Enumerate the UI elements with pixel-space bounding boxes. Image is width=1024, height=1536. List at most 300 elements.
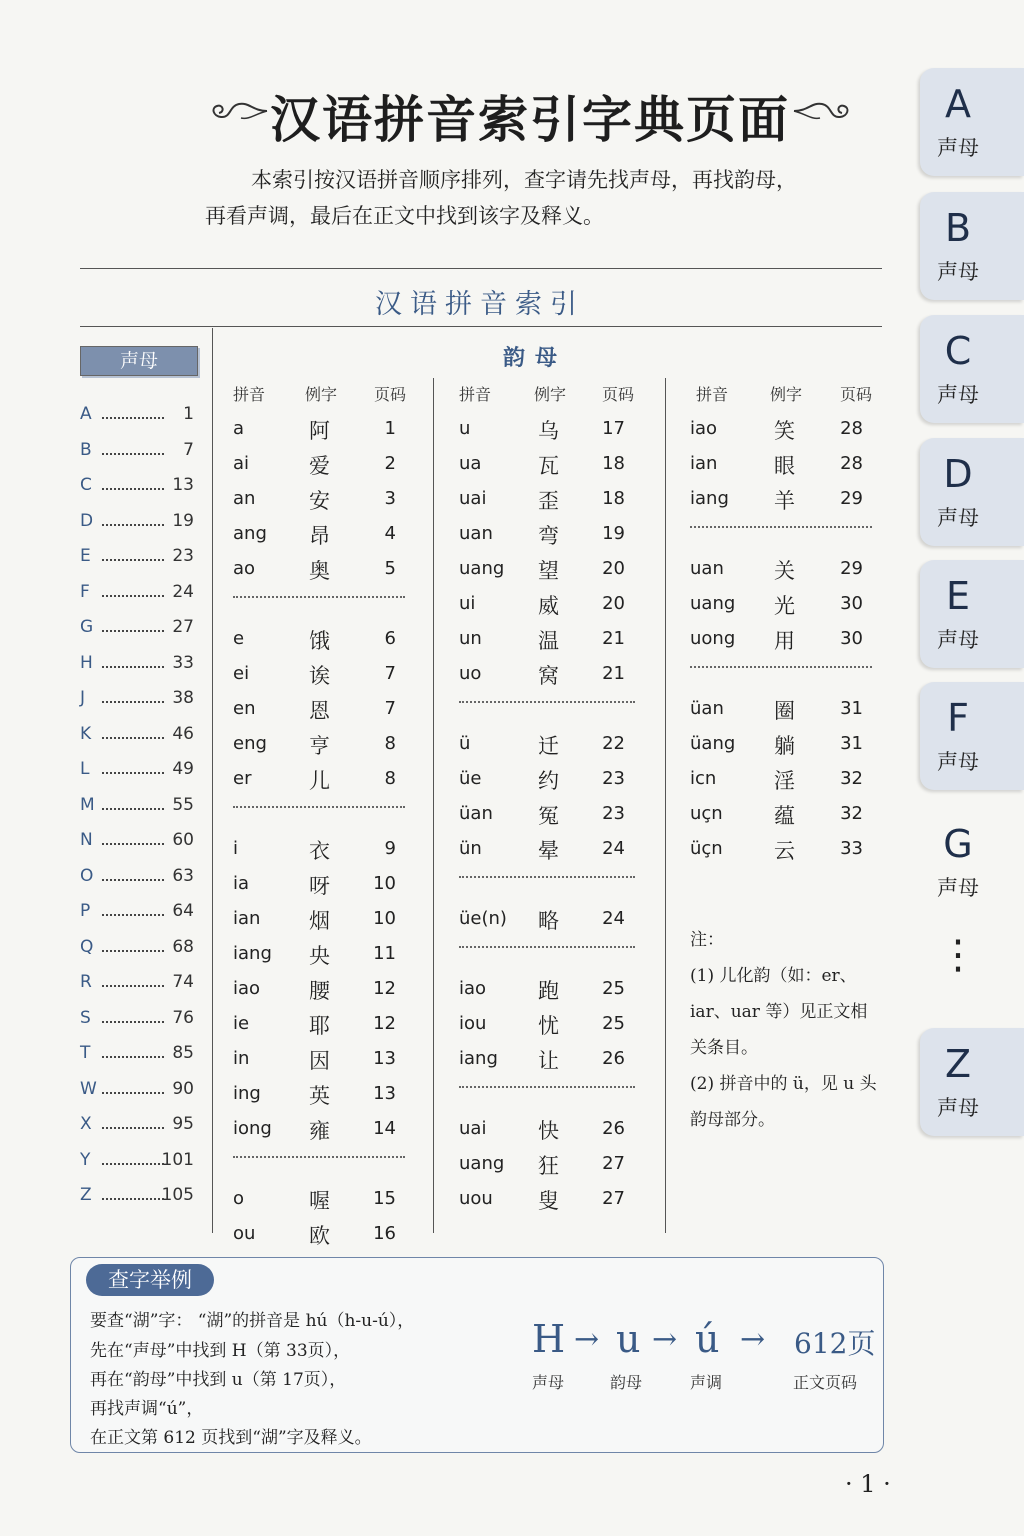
initial-letter: T: [80, 1043, 91, 1063]
dot-leader: [102, 914, 164, 916]
final-pinyin: iao: [459, 978, 487, 999]
initial-page: 95: [172, 1114, 194, 1134]
final-row: [233, 1118, 406, 1152]
final-pinyin: ün: [459, 838, 482, 859]
column-header: 页码: [602, 385, 635, 404]
final-row: [233, 908, 406, 942]
section-divider: [80, 326, 882, 327]
final-pinyin: ie: [233, 1013, 250, 1034]
dot-leader: [102, 524, 164, 526]
dot-leader: [102, 559, 164, 561]
initial-row: [80, 578, 194, 608]
tab-letter: A: [945, 82, 971, 126]
initial-page: 38: [172, 688, 194, 708]
initial-page: 60: [172, 830, 194, 850]
final-pinyin: iang: [690, 488, 729, 509]
final-page: 30: [840, 593, 863, 614]
initial-row: [80, 862, 194, 892]
tab-e[interactable]: [920, 560, 1024, 668]
initial-row: [80, 968, 194, 998]
final-pinyin: üang: [690, 733, 736, 754]
final-page: 20: [602, 558, 625, 579]
initial-letter: W: [80, 1078, 97, 1099]
final-row: [459, 838, 635, 872]
final-pinyin: uan: [690, 558, 724, 579]
final-row: [233, 558, 406, 592]
final-example-char: 昂: [309, 524, 330, 548]
final-example-char: 关: [774, 559, 795, 583]
final-page: 13: [373, 1048, 396, 1069]
final-row: [690, 838, 873, 872]
tab-letter: F: [947, 696, 969, 740]
final-page: 14: [373, 1118, 396, 1139]
final-row: [459, 1048, 635, 1082]
final-example-char: 晕: [538, 839, 559, 863]
final-page: 7: [384, 698, 396, 719]
example-badge: 查字举例: [86, 1264, 214, 1296]
final-row: [233, 943, 406, 977]
final-page: 24: [602, 908, 625, 929]
final-example-char: 忧: [538, 1014, 559, 1038]
final-page: 15: [373, 1188, 396, 1209]
final-row: [233, 1223, 406, 1257]
final-page: 2: [384, 453, 396, 474]
flow-label: 正文页码: [793, 1373, 858, 1392]
initial-row: [80, 755, 194, 785]
final-page: 3: [384, 488, 396, 509]
note-line: 关条目。: [690, 1038, 758, 1058]
final-pinyin: üan: [459, 803, 493, 824]
initial-page: 23: [172, 546, 194, 566]
final-row: [459, 663, 635, 697]
example-line: 先在“声母”中找到 H（第 33页），: [90, 1341, 351, 1361]
final-pinyin: uang: [459, 558, 505, 579]
final-page: 7: [384, 663, 396, 684]
initial-row: [80, 826, 194, 856]
final-pinyin: üe: [459, 768, 482, 789]
final-row: [690, 768, 873, 802]
final-row: [459, 418, 635, 452]
final-page: 8: [384, 733, 396, 754]
initial-page: 55: [172, 794, 194, 815]
final-page: 9: [384, 838, 396, 859]
finals-header: 韵母: [502, 346, 567, 371]
column-header: 拼音: [459, 385, 492, 404]
initial-letter: M: [80, 794, 95, 815]
dot-leader: [102, 1198, 164, 1200]
tab-sublabel: 声母: [937, 1096, 979, 1120]
flow-initial: H: [532, 1317, 566, 1361]
final-pinyin: ü: [459, 733, 471, 754]
final-pinyin: an: [233, 488, 256, 509]
final-pinyin: in: [233, 1048, 250, 1069]
final-example-char: 云: [774, 839, 795, 863]
final-page: 32: [840, 803, 863, 824]
final-page: 26: [602, 1118, 625, 1139]
dot-leader: [102, 950, 164, 952]
tab-b[interactable]: [920, 192, 1024, 300]
initial-page: 19: [172, 510, 194, 531]
final-pinyin: iang: [459, 1048, 498, 1069]
tab-sublabel: 声母: [937, 506, 979, 530]
final-example-char: 光: [774, 594, 795, 618]
final-row: [690, 803, 873, 837]
final-pinyin: ao: [233, 558, 256, 579]
final-example-char: 亨: [309, 734, 330, 758]
tab-sublabel: 声母: [937, 383, 979, 407]
final-page: 32: [840, 768, 863, 789]
column-header: 拼音: [696, 385, 729, 404]
final-pinyin: iong: [233, 1118, 272, 1139]
initial-page: 24: [172, 581, 194, 602]
final-page: 22: [602, 733, 625, 754]
initial-row: [80, 1039, 194, 1069]
final-example-char: 窝: [538, 664, 559, 688]
final-pinyin: o: [233, 1188, 245, 1209]
initial-page: 85: [172, 1043, 194, 1063]
initial-page: 13: [172, 475, 194, 495]
column-header: 例字: [770, 385, 803, 404]
final-page: 12: [373, 1013, 396, 1034]
final-example-char: 因: [309, 1049, 330, 1073]
dot-leader: [102, 666, 164, 668]
final-row: [233, 978, 406, 1012]
tab-g[interactable]: [920, 808, 1024, 916]
final-page: 8: [384, 768, 396, 789]
final-example-char: 央: [309, 944, 330, 968]
final-example-char: 略: [538, 909, 559, 933]
column-header: 例字: [305, 385, 338, 404]
final-example-char: 雍: [309, 1119, 330, 1143]
final-pinyin: ian: [233, 908, 261, 929]
example-line: 再在“韵母”中找到 u（第 17页），: [90, 1370, 347, 1390]
final-page: 4: [384, 523, 396, 544]
page-number: · 1 ·: [845, 1470, 891, 1498]
initial-page: 49: [172, 759, 194, 779]
initial-letter: C: [80, 475, 92, 495]
final-row: [233, 418, 406, 452]
group-separator: [690, 526, 872, 528]
final-row: [233, 663, 406, 697]
final-page: 13: [373, 1083, 396, 1104]
final-pinyin: uai: [459, 488, 487, 509]
more-tabs-icon: ⋮: [938, 932, 978, 978]
initial-page: 64: [172, 901, 194, 921]
final-example-char: 跑: [538, 979, 559, 1003]
final-page: 25: [602, 1013, 625, 1034]
final-example-char: 叟: [538, 1189, 559, 1213]
dot-leader: [102, 1163, 164, 1165]
final-example-char: 笑: [774, 419, 795, 443]
right-swirl-ornament: [792, 96, 856, 126]
final-example-char: 奥: [309, 559, 330, 583]
final-page: 10: [373, 873, 396, 894]
final-pinyin: ou: [233, 1223, 256, 1244]
final-row: [459, 908, 635, 942]
final-row: [690, 453, 873, 487]
initial-letter: R: [80, 972, 92, 992]
initial-letter: B: [80, 439, 92, 460]
final-page: 18: [602, 488, 625, 509]
initial-row: [80, 542, 194, 572]
initial-row: [80, 791, 194, 821]
group-separator: [459, 1086, 635, 1088]
final-page: 10: [373, 908, 396, 929]
tab-d[interactable]: [920, 438, 1024, 546]
initial-letter: A: [80, 404, 92, 424]
dot-leader: [102, 1056, 164, 1058]
arrow-icon: →: [574, 1322, 600, 1357]
final-example-char: 瓦: [538, 454, 559, 478]
dot-leader: [102, 737, 164, 739]
final-pinyin: uou: [459, 1188, 493, 1209]
final-example-char: 烟: [309, 909, 330, 933]
final-page: 21: [602, 628, 625, 649]
final-page: 12: [373, 978, 396, 999]
initial-letter: Q: [80, 936, 94, 957]
dot-leader: [102, 417, 164, 419]
tab-sublabel: 声母: [937, 136, 979, 160]
flow-label: 韵母: [610, 1373, 643, 1392]
final-pinyin: u: [459, 418, 471, 439]
initial-row: [80, 613, 194, 643]
final-example-char: 约: [538, 769, 559, 793]
final-pinyin: iao: [233, 978, 261, 999]
final-example-char: 冤: [538, 804, 559, 828]
tab-f[interactable]: [920, 682, 1024, 790]
initial-row: [80, 1146, 194, 1176]
final-page: 31: [840, 733, 863, 754]
final-example-char: 弯: [538, 524, 559, 548]
flow-page: 612页: [794, 1327, 876, 1360]
intro-line-2: 再看声调，最后在正文中找到该字及释义。: [205, 204, 604, 228]
final-row: [459, 523, 635, 557]
initial-letter: F: [80, 581, 90, 602]
dot-leader: [102, 1021, 164, 1023]
final-row: [233, 523, 406, 557]
note-line: (1) 儿化韵（如：er、: [690, 966, 857, 986]
flow-label: 声调: [690, 1373, 723, 1392]
final-example-char: 用: [774, 629, 795, 653]
example-line: 在正文第 612 页找到“湖”字及释义。: [90, 1428, 372, 1448]
initial-row: [80, 1181, 194, 1211]
final-page: 6: [384, 628, 396, 649]
final-example-char: 诶: [309, 664, 330, 688]
final-row: [459, 1118, 635, 1152]
final-page: 29: [840, 488, 863, 509]
final-pinyin: ui: [459, 593, 476, 614]
final-pinyin: ia: [233, 873, 250, 894]
final-row: [459, 768, 635, 802]
final-pinyin: üan: [690, 698, 724, 719]
dot-leader: [102, 879, 164, 881]
final-pinyin: a: [233, 418, 245, 439]
final-row: [233, 488, 406, 522]
dot-leader: [102, 1092, 164, 1094]
final-page: 28: [840, 453, 863, 474]
final-row: [690, 593, 873, 627]
final-page: 28: [840, 418, 863, 439]
tab-sublabel: 声母: [937, 628, 979, 652]
intro-line-1: 本索引按汉语拼音顺序排列，查字请先找声母，再找韵母，: [251, 168, 797, 192]
tab-sublabel: 声母: [937, 876, 979, 900]
dot-leader: [102, 595, 164, 597]
final-page: 16: [373, 1223, 396, 1244]
tab-a[interactable]: [920, 68, 1024, 176]
final-pinyin: üe(n): [459, 908, 507, 929]
initial-page: 27: [172, 617, 194, 637]
dot-leader: [102, 1127, 164, 1129]
initial-page: 101: [161, 1149, 194, 1170]
initial-row: [80, 1004, 194, 1034]
final-page: 20: [602, 593, 625, 614]
initial-letter: P: [80, 901, 91, 921]
initial-letter: Y: [80, 1149, 91, 1170]
final-page: 33: [840, 838, 863, 859]
final-row: [233, 698, 406, 732]
final-row: [233, 733, 406, 767]
initial-page: 63: [172, 865, 194, 886]
final-pinyin: i: [233, 838, 239, 859]
final-example-char: 狂: [538, 1154, 559, 1178]
final-example-char: 迁: [538, 734, 559, 758]
final-example-char: 威: [538, 594, 559, 618]
final-row: [690, 733, 873, 767]
final-page: 23: [602, 803, 625, 824]
initial-letter: D: [80, 510, 94, 531]
final-row: [459, 803, 635, 837]
arrow-icon: →: [740, 1322, 766, 1357]
finals-note: [690, 922, 880, 1138]
final-page: 5: [384, 558, 396, 579]
initial-letter: K: [80, 723, 92, 744]
final-page: 1: [384, 418, 396, 439]
dot-leader: [102, 701, 164, 703]
initial-page: 105: [161, 1185, 194, 1205]
flow-tone: ú: [695, 1317, 720, 1361]
column-header: 例字: [534, 385, 567, 404]
column-header: 页码: [374, 385, 407, 404]
final-example-char: 蕴: [774, 804, 795, 828]
final-page: 27: [602, 1188, 625, 1209]
tab-letter: B: [944, 206, 972, 250]
section-title: 汉语拼音索引: [375, 289, 585, 320]
dot-leader: [102, 985, 164, 987]
initial-row: [80, 1110, 194, 1140]
initial-page: 68: [172, 936, 194, 957]
initial-page: 74: [172, 972, 194, 992]
initial-letter: Z: [80, 1185, 92, 1205]
initial-row: [80, 400, 194, 430]
final-row: [233, 1048, 406, 1082]
arrow-icon: →: [652, 1322, 678, 1357]
group-separator: [459, 946, 635, 948]
final-pinyin: ang: [233, 523, 267, 544]
final-example-char: 英: [309, 1084, 330, 1108]
final-page: 24: [602, 838, 625, 859]
final-pinyin: uan: [459, 523, 493, 544]
final-row: [459, 1188, 635, 1222]
final-pinyin: üçn: [690, 838, 723, 859]
initial-row: [80, 897, 194, 927]
intro-text: [205, 162, 845, 234]
initial-letter: L: [80, 759, 90, 779]
group-separator: [233, 806, 405, 808]
final-page: 27: [602, 1153, 625, 1174]
initial-letter: X: [80, 1114, 92, 1134]
final-pinyin: un: [459, 628, 482, 649]
final-page: 31: [840, 698, 863, 719]
tab-c[interactable]: [920, 315, 1024, 423]
note-line: iar、uar 等）见正文相: [690, 1002, 868, 1022]
note-line: 韵母部分。: [690, 1110, 775, 1130]
final-example-char: 望: [538, 559, 559, 583]
final-example-char: 爱: [309, 454, 330, 478]
final-pinyin: uang: [690, 593, 736, 614]
final-example-char: 耶: [309, 1014, 330, 1038]
note-line: (2) 拼音中的 ü，见 u 头: [690, 1074, 877, 1094]
final-pinyin: uçn: [690, 803, 723, 824]
top-divider: [80, 268, 882, 269]
example-line: 再找声调“ú”，: [90, 1399, 204, 1419]
final-row: [459, 733, 635, 767]
final-row: [233, 1083, 406, 1117]
initial-page: 46: [172, 723, 194, 744]
final-example-char: 躺: [774, 734, 795, 758]
initial-letter: N: [80, 830, 93, 850]
final-pinyin: iao: [690, 418, 718, 439]
final-pinyin: ing: [233, 1083, 261, 1104]
final-example-char: 阿: [309, 419, 330, 443]
finals-col1-divider: [433, 378, 434, 1233]
tab-letter: C: [944, 329, 972, 373]
final-page: 29: [840, 558, 863, 579]
page-title: 汉语拼音索引字典页面: [270, 90, 790, 149]
final-pinyin: ian: [690, 453, 718, 474]
initials-finals-divider: [212, 328, 213, 1233]
final-example-char: 快: [538, 1119, 559, 1143]
final-pinyin: en: [233, 698, 256, 719]
example-line: 要查“湖”字： “湖”的拼音是 hú（h-u-ú），: [90, 1311, 415, 1331]
initial-page: 76: [172, 1007, 194, 1028]
dot-leader: [102, 808, 164, 810]
final-example-char: 恩: [309, 699, 330, 723]
final-pinyin: ei: [233, 663, 250, 684]
final-pinyin: uai: [459, 1118, 487, 1139]
tab-z[interactable]: [920, 1028, 1024, 1136]
final-page: 11: [373, 943, 396, 964]
initial-page: 90: [172, 1078, 194, 1099]
final-row: [459, 453, 635, 487]
dot-leader: [102, 630, 164, 632]
final-row: [233, 838, 406, 872]
initial-letter: E: [80, 546, 91, 566]
initial-row: [80, 720, 194, 750]
tab-letter: E: [945, 574, 970, 618]
group-separator: [459, 701, 635, 703]
initial-letter: J: [80, 688, 86, 708]
final-page: 30: [840, 628, 863, 649]
final-example-char: 乌: [538, 419, 559, 443]
final-row: [233, 768, 406, 802]
final-example-char: 呀: [309, 874, 330, 898]
flow-final: u: [616, 1317, 641, 1361]
final-row: [690, 418, 873, 452]
dot-leader: [102, 772, 164, 774]
final-example-char: 腰: [309, 979, 330, 1003]
dot-leader: [102, 843, 164, 845]
final-example-char: 衣: [309, 839, 330, 863]
